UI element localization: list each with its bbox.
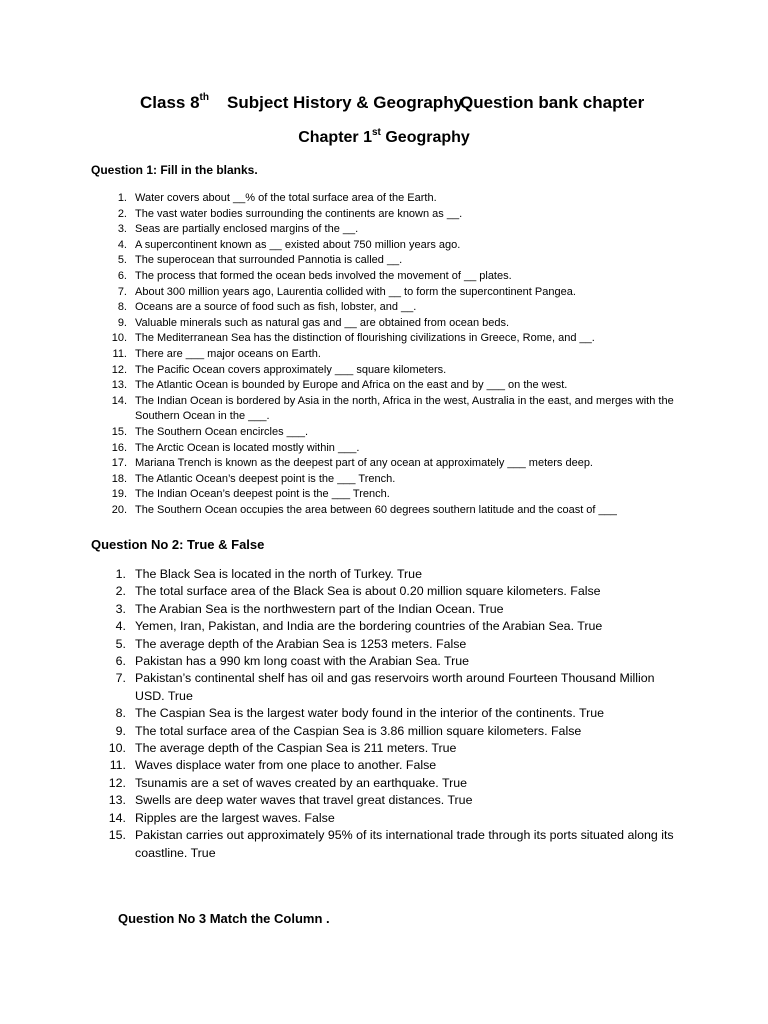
true-false-item bbox=[108, 792, 685, 809]
fill-blank-item bbox=[117, 300, 695, 316]
true-false-item bbox=[109, 757, 685, 774]
list-item-number: 12. bbox=[111, 363, 127, 376]
list-item-text: The superocean that surrounded Pannotia is called __. bbox=[135, 254, 403, 267]
question-1-heading: Question 1: Fill in the blanks. bbox=[91, 163, 258, 177]
chapter-label: Chapter 1 bbox=[298, 129, 372, 146]
fill-blank-item bbox=[111, 331, 695, 347]
list-item-number: 5. bbox=[115, 636, 126, 651]
list-item-text: The average depth of the Caspian Sea is 211 meters. True bbox=[135, 741, 457, 756]
chapter-subject: Geography bbox=[385, 129, 470, 146]
fill-blank-item bbox=[111, 425, 695, 441]
list-item-text: Oceans are a source of food such as fish, lobster, and __. bbox=[135, 301, 417, 314]
list-item-number: 15. bbox=[108, 828, 126, 843]
list-item-number: 6. bbox=[115, 654, 126, 669]
true-false-item bbox=[115, 583, 685, 600]
list-item-number: 3. bbox=[115, 601, 126, 616]
question-bank-label: Question bank chapter bbox=[460, 93, 645, 112]
subject-value: History & Geography bbox=[293, 93, 464, 112]
list-item-text: Yemen, Iran, Pakistan, and India are the bordering countries of the Arabian Sea. True bbox=[135, 619, 603, 634]
list-item-number: 2. bbox=[115, 584, 126, 599]
list-item-number: 13. bbox=[108, 793, 126, 808]
list-item-text: The Arctic Ocean is located mostly within ___. bbox=[135, 441, 360, 454]
list-item-text: The Indian Ocean’s deepest point is the ___ Trench. bbox=[135, 488, 390, 501]
list-item-number: 10. bbox=[108, 741, 126, 756]
class-label bbox=[140, 93, 209, 113]
fill-blank-item bbox=[111, 441, 695, 457]
list-item-text: Valuable minerals such as natural gas and __ are obtained from ocean beds. bbox=[135, 316, 510, 329]
question-2-list bbox=[108, 566, 685, 862]
question-3-heading: Question No 3 Match the Column . bbox=[118, 911, 330, 926]
chapter-title bbox=[0, 129, 768, 147]
list-item-text: Swells are deep water waves that travel great distances. True bbox=[135, 793, 473, 808]
fill-blank-item bbox=[111, 378, 695, 394]
fill-blank-item bbox=[117, 269, 695, 285]
list-item-number: 14. bbox=[108, 810, 126, 825]
true-false-item bbox=[115, 653, 685, 670]
list-item-number: 4. bbox=[117, 238, 127, 251]
question-2-heading: Question No 2: True & False bbox=[91, 537, 265, 552]
list-item-text: Mariana Trench is known as the deepest part of any ocean at approximately ___ meters deep. bbox=[135, 457, 593, 470]
true-false-item bbox=[108, 740, 685, 757]
list-item-text: The process that formed the ocean beds involved the movement of __ plates. bbox=[135, 269, 512, 282]
list-item-number: 8. bbox=[115, 706, 126, 721]
true-false-item bbox=[108, 827, 685, 862]
list-item-text: The Indian Ocean is bordered by Asia in the north, Africa in the west, Australia in the east, and merges with the Southern Ocean in the ___. bbox=[135, 394, 674, 423]
list-item-text: The Arabian Sea is the northwestern part of the Indian Ocean. True bbox=[135, 601, 504, 616]
list-item-text: A supercontinent known as __ existed about 750 million years ago. bbox=[135, 238, 461, 251]
true-false-item bbox=[108, 810, 685, 827]
fill-blank-item bbox=[112, 347, 695, 363]
list-item-number: 15. bbox=[111, 425, 127, 438]
list-item-text: Ripples are the largest waves. False bbox=[135, 810, 335, 825]
list-item-number: 18. bbox=[111, 472, 127, 485]
list-item-number: 10. bbox=[111, 332, 127, 345]
question-1-list bbox=[111, 191, 695, 518]
fill-blank-item bbox=[111, 394, 695, 425]
list-item-text: The Caspian Sea is the largest water body found in the interior of the continents. True bbox=[135, 706, 605, 721]
list-item-text: Waves displace water from one place to another. False bbox=[135, 758, 437, 773]
fill-blank-item bbox=[117, 191, 695, 207]
true-false-item bbox=[115, 618, 685, 635]
list-item-text: The total surface area of the Black Sea is about 0.20 million square kilometers. False bbox=[135, 584, 601, 599]
list-item-text: Pakistan has a 990 km long coast with the Arabian Sea. True bbox=[135, 654, 470, 669]
list-item-number: 2. bbox=[117, 207, 127, 220]
fill-blank-item bbox=[117, 207, 695, 223]
list-item-number: 11. bbox=[109, 758, 126, 773]
list-item-number: 4. bbox=[115, 619, 126, 634]
list-item-number: 13. bbox=[111, 379, 127, 392]
list-item-number: 11. bbox=[112, 347, 127, 360]
true-false-item bbox=[115, 636, 685, 653]
list-item-text: Seas are partially enclosed margins of the __. bbox=[135, 223, 359, 236]
list-item-text: There are ___ major oceans on Earth. bbox=[135, 347, 321, 360]
list-item-number: 1. bbox=[115, 567, 126, 581]
class-label-text: Class 8 bbox=[140, 93, 200, 112]
list-item-number: 7. bbox=[117, 285, 127, 298]
list-item-number: 14. bbox=[111, 394, 127, 407]
list-item-number: 20. bbox=[111, 503, 127, 516]
fill-blank-item bbox=[117, 316, 695, 332]
true-false-item bbox=[115, 670, 685, 705]
true-false-item bbox=[108, 775, 685, 792]
fill-blank-item bbox=[111, 472, 695, 488]
true-false-item bbox=[115, 601, 685, 618]
list-item-number: 12. bbox=[108, 775, 126, 790]
fill-blank-item bbox=[111, 456, 695, 472]
list-item-number: 9. bbox=[117, 316, 127, 329]
true-false-item bbox=[115, 723, 685, 740]
fill-blank-item bbox=[111, 503, 695, 519]
list-item-text: Pakistan carries out approximately 95% of its international trade through its ports situated along its coastline. True bbox=[135, 828, 674, 860]
list-item-number: 7. bbox=[115, 671, 126, 686]
fill-blank-item bbox=[117, 285, 695, 301]
list-item-text: The Mediterranean Sea has the distinction of flourishing civilizations in Greece, Rome, and __. bbox=[135, 332, 595, 345]
list-item-text: Pakistan’s continental shelf has oil and gas reservoirs worth around Fourteen Thousand Million USD. True bbox=[135, 671, 655, 703]
list-item-number: 1. bbox=[117, 192, 127, 204]
fill-blank-item bbox=[111, 363, 695, 379]
list-item-text: The Pacific Ocean covers approximately ___ square kilometers. bbox=[135, 363, 447, 376]
fill-blank-item bbox=[117, 238, 695, 254]
fill-blank-item bbox=[117, 253, 695, 269]
fill-blank-item bbox=[117, 222, 695, 238]
list-item-number: 5. bbox=[117, 254, 127, 267]
list-item-text: The Southern Ocean encircles ___. bbox=[135, 425, 309, 438]
list-item-text: The Atlantic Ocean is bounded by Europe and Africa on the east and by ___ on the west. bbox=[135, 379, 568, 392]
list-item-text: Tsunamis are a set of waves created by an earthquake. True bbox=[135, 775, 467, 790]
subject-label: Subject bbox=[227, 93, 289, 112]
list-item-text: The Black Sea is located in the north of Turkey. True bbox=[135, 567, 422, 581]
list-item-number: 16. bbox=[111, 441, 127, 454]
list-item-number: 6. bbox=[117, 269, 127, 282]
list-item-text: About 300 million years ago, Laurentia collided with __ to form the supercontinent Pangea. bbox=[135, 285, 576, 298]
chapter-sup: st bbox=[371, 127, 381, 138]
list-item-text: The total surface area of the Caspian Sea is 3.86 million square kilometers. False bbox=[135, 723, 582, 738]
list-item-number: 8. bbox=[117, 301, 127, 314]
list-item-text: The Atlantic Ocean’s deepest point is the ___ Trench. bbox=[135, 472, 396, 485]
list-item-text: The Southern Ocean occupies the area between 60 degrees southern latitude and the coast of ___ bbox=[135, 503, 617, 516]
list-item-number: 3. bbox=[117, 223, 127, 236]
list-item-number: 17. bbox=[111, 457, 127, 470]
list-item-text: The average depth of the Arabian Sea is 1253 meters. False bbox=[135, 636, 467, 651]
list-item-number: 19. bbox=[111, 488, 127, 501]
true-false-item bbox=[115, 566, 685, 583]
class-label-sup: th bbox=[199, 92, 209, 103]
fill-blank-item bbox=[111, 487, 695, 503]
true-false-item bbox=[115, 705, 685, 722]
list-item-text: Water covers about __% of the total surface area of the Earth. bbox=[135, 192, 437, 204]
list-item-number: 9. bbox=[115, 723, 126, 738]
list-item-text: The vast water bodies surrounding the continents are known as __. bbox=[135, 207, 463, 220]
